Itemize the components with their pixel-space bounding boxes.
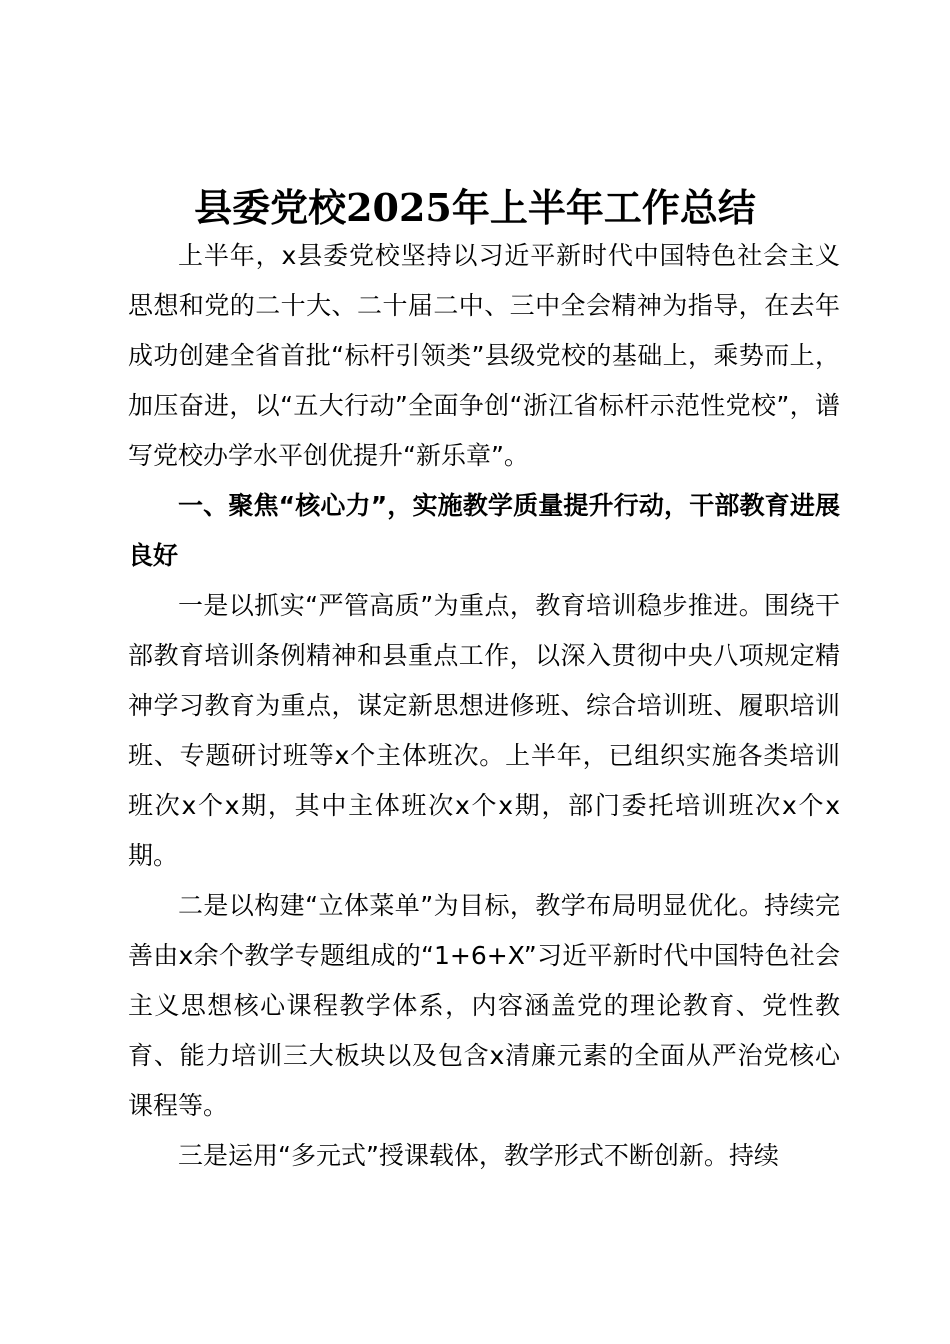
- paragraph-2: 二是以构建“立体菜单”为目标，教学布局明显优化。持续完善由x余个教学专题组成的“1+6+X”习近平新时代中国特色社会主义思想核心课程教学体系，内容涵盖党的理论教育、党性教育、能力培训三大板块以及包含x清廉元素的全面从严治党核心课程等。: [128, 891, 840, 1120]
- paragraph-3: 三是运用“多元式”授课载体，教学形式不断创新。持续: [178, 1141, 779, 1170]
- intro-paragraph: 上半年，x县委党校坚持以习近平新时代中国特色社会主义思想和党的二十大、二十届二中、三中全会精神为指导，在去年成功创建全省首批“标杆引领类”县级党校的基础上，乘势而上，加压奋进，以“五大行动”全面争创“浙江省标杆示范性党校”，谱写党校办学水平创优提升“新乐章”。: [128, 241, 840, 470]
- section-heading-1: 一、聚焦“核心力”，实施教学质量提升行动，干部教育进展良好: [128, 491, 840, 570]
- document-title: 县委党校2025年上半年工作总结: [194, 185, 756, 230]
- paragraph-1: 一是以抓实“严管高质”为重点，教育培训稳步推进。围绕干部教育培训条例精神和县重点工作，以深入贯彻中央八项规定精神学习教育为重点，谋定新思想进修班、综合培训班、履职培训班、专题研讨班等x个主体班次。上半年，已组织实施各类培训班次x个x期，其中主体班次x个x期，部门委托培训班次x个x期。: [128, 591, 840, 870]
